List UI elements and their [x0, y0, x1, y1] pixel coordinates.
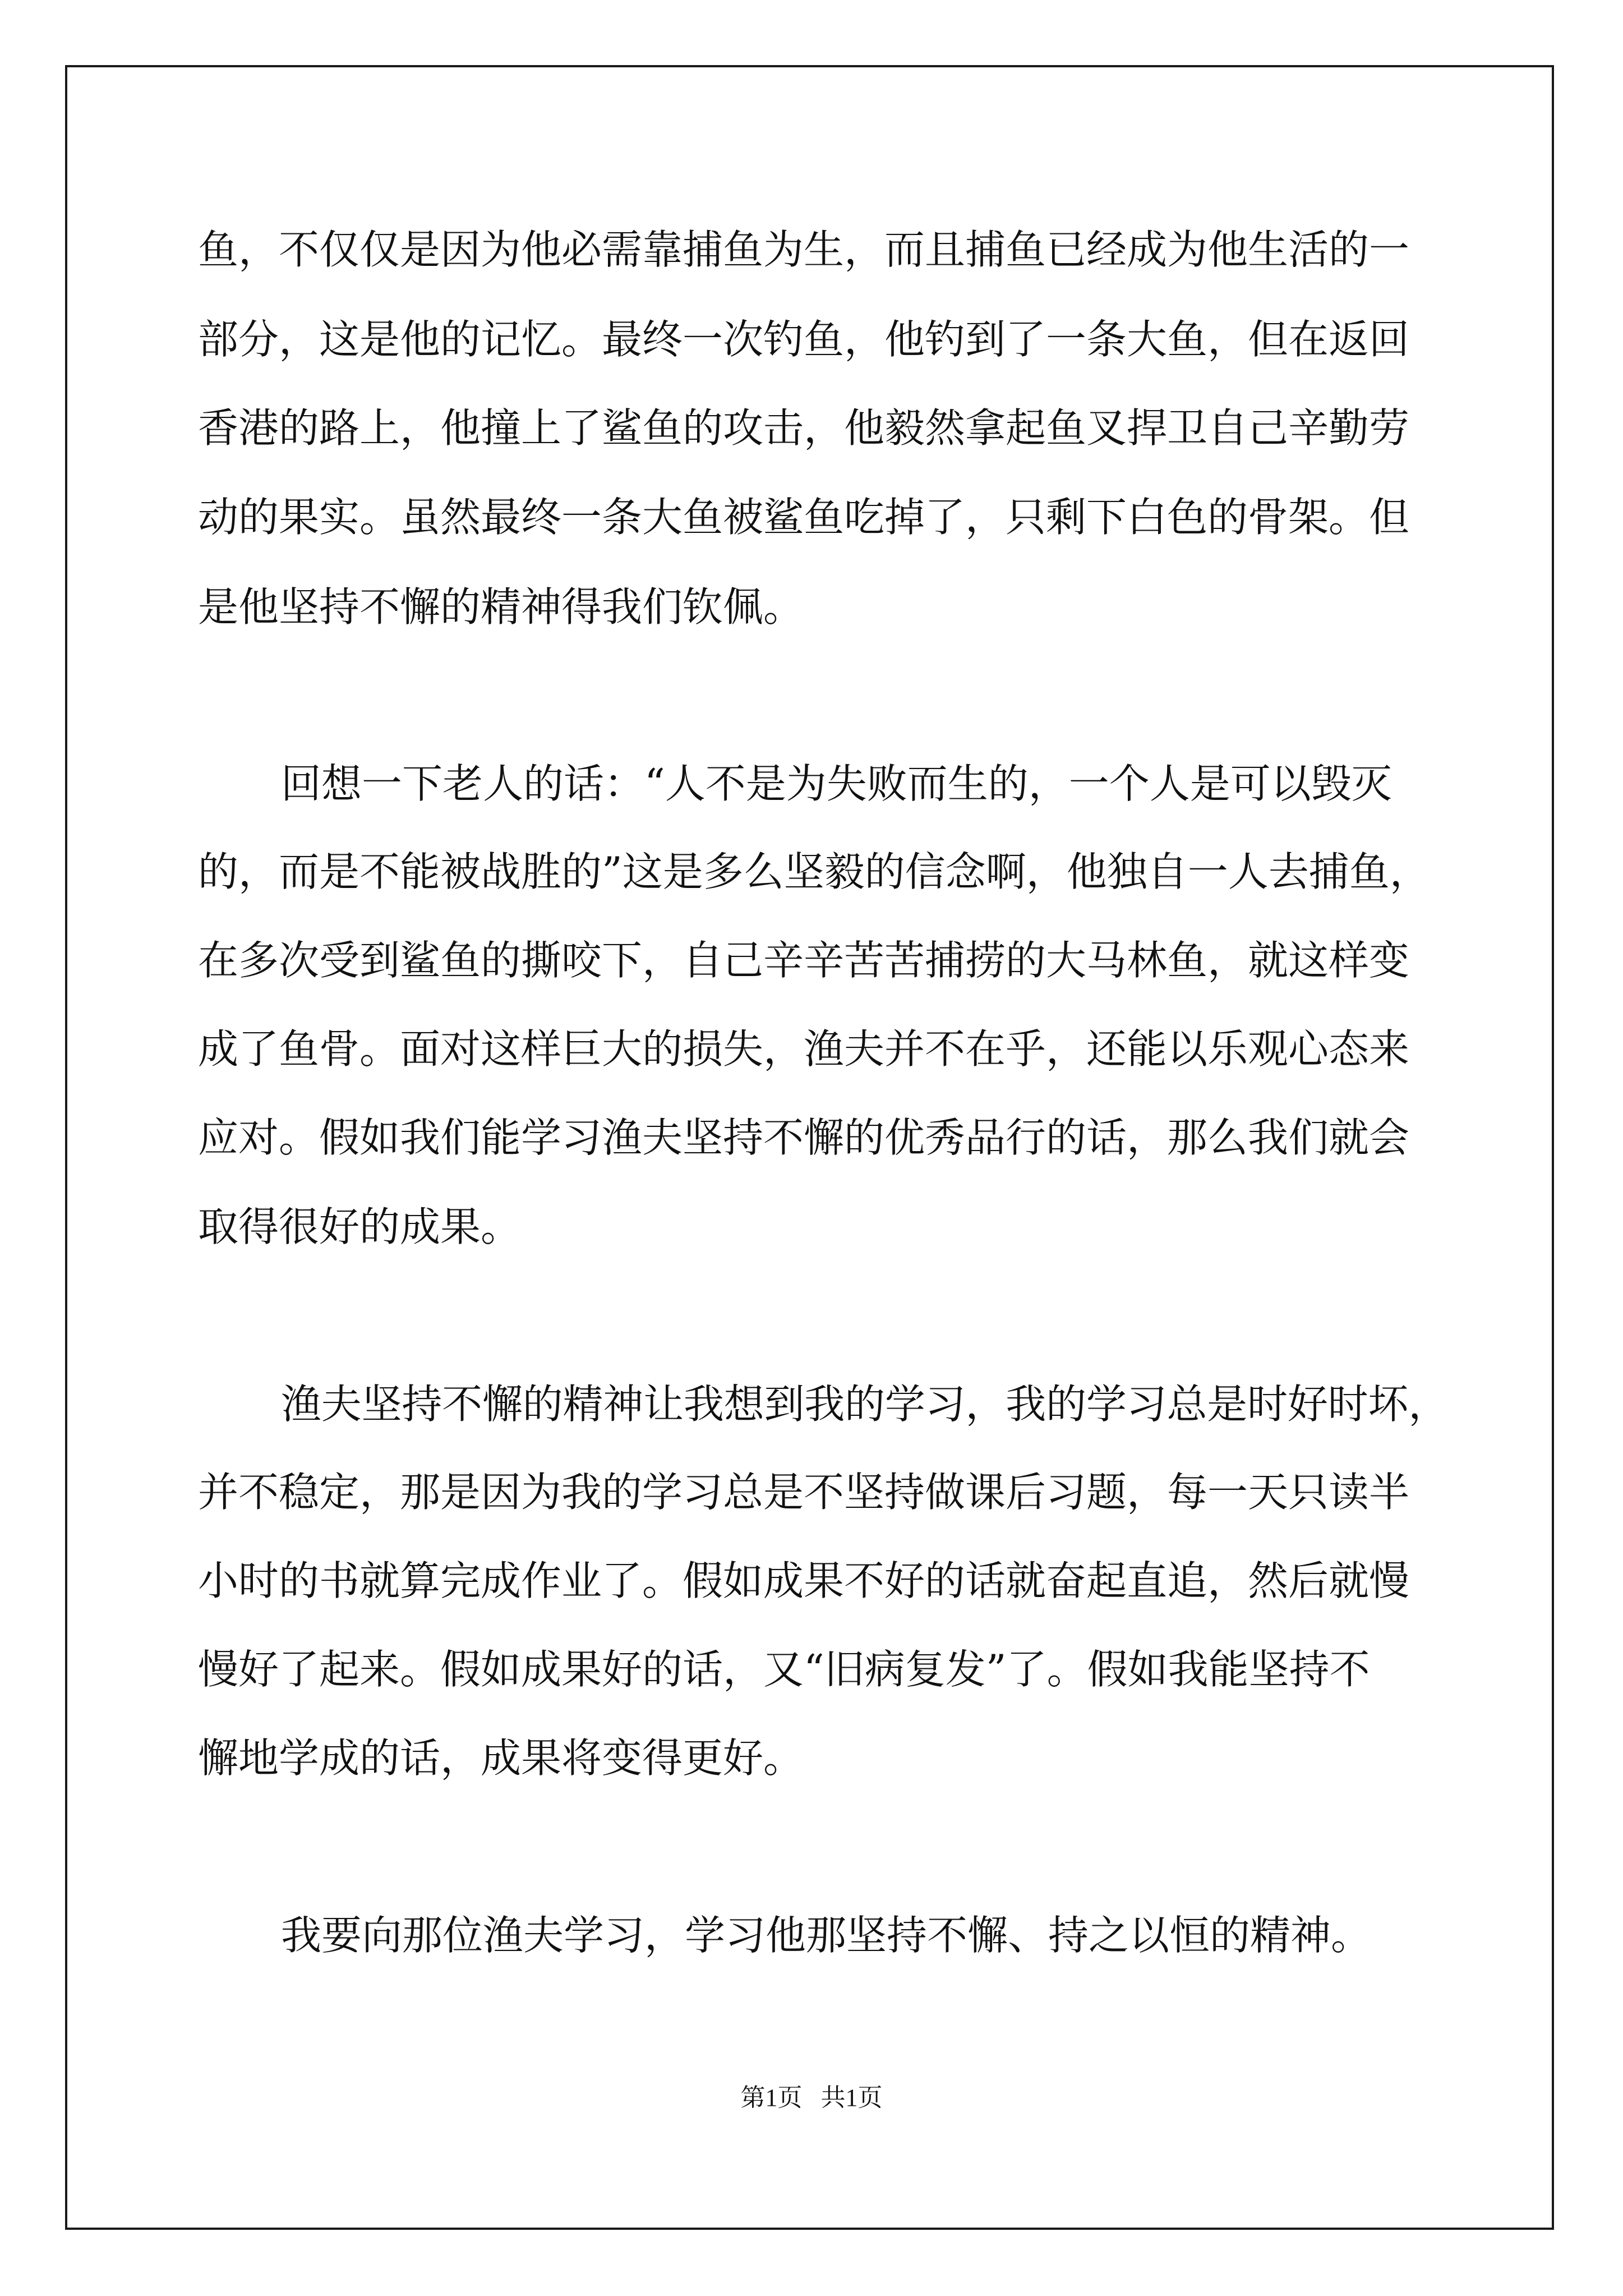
paragraph-2-line-2: 的，而是不能被战胜的”这是多么坚毅的信念啊，他独自一人去捕鱼， [198, 848, 1430, 895]
paragraph-1-line-3: 香港的路上，他撞上了鲨鱼的攻击，他毅然拿起鱼叉捍卫自己辛勤劳 [198, 404, 1410, 452]
paragraph-1-line-5: 是他坚持不懈的精神得我们钦佩。 [198, 583, 804, 631]
paragraph-3-line-2: 并不稳定，那是因为我的学习总是不坚持做课后习题，每一天只读半 [198, 1469, 1410, 1516]
paragraph-2-line-4: 成了鱼骨。面对这样巨大的损失，渔夫并不在乎，还能以乐观心态来 [198, 1025, 1410, 1073]
paragraph-1-line-4: 动的果实。虽然最终一条大鱼被鲨鱼吃掉了，只剩下白色的骨架。但 [198, 494, 1410, 541]
paragraph-3-line-5: 懈地学成的话，成果将变得更好。 [198, 1734, 804, 1782]
paragraph-3-line-1: 渔夫坚持不懈的精神让我想到我的学习，我的学习总是时好时坏， [281, 1381, 1449, 1428]
paragraph-3-line-4: 慢好了起来。假如成果好的话，又“旧病复发”了。假如我能坚持不 [198, 1646, 1370, 1693]
paragraph-1-line-1: 鱼，不仅仅是因为他必需靠捕鱼为生，而且捕鱼已经成为他生活的一 [198, 226, 1410, 273]
paragraph-1-line-2: 部分，这是他的记忆。最终一次钓鱼，他钓到了一条大鱼，但在返回 [198, 316, 1410, 363]
paragraph-2-line-5: 应对。假如我们能学习渔夫坚持不懈的优秀品行的话，那么我们就会 [198, 1114, 1410, 1161]
paragraph-3-line-3: 小时的书就算完成作业了。假如成果不好的话就奋起直追，然后就慢 [198, 1557, 1410, 1604]
paragraph-2-line-3: 在多次受到鲨鱼的撕咬下，自己辛辛苦苦捕捞的大马林鱼，就这样变 [198, 937, 1410, 984]
paragraph-4-line-1: 我要向那位渔夫学习，学习他那坚持不懈、持之以恒的精神。 [281, 1912, 1372, 1959]
page-number-footer: 第1页 共1页 [740, 2084, 883, 2111]
paragraph-2-line-1: 回想一下老人的话：“人不是为失败而生的，一个人是可以毁灭 [281, 760, 1392, 807]
paragraph-2-line-6: 取得很好的成果。 [198, 1203, 522, 1250]
